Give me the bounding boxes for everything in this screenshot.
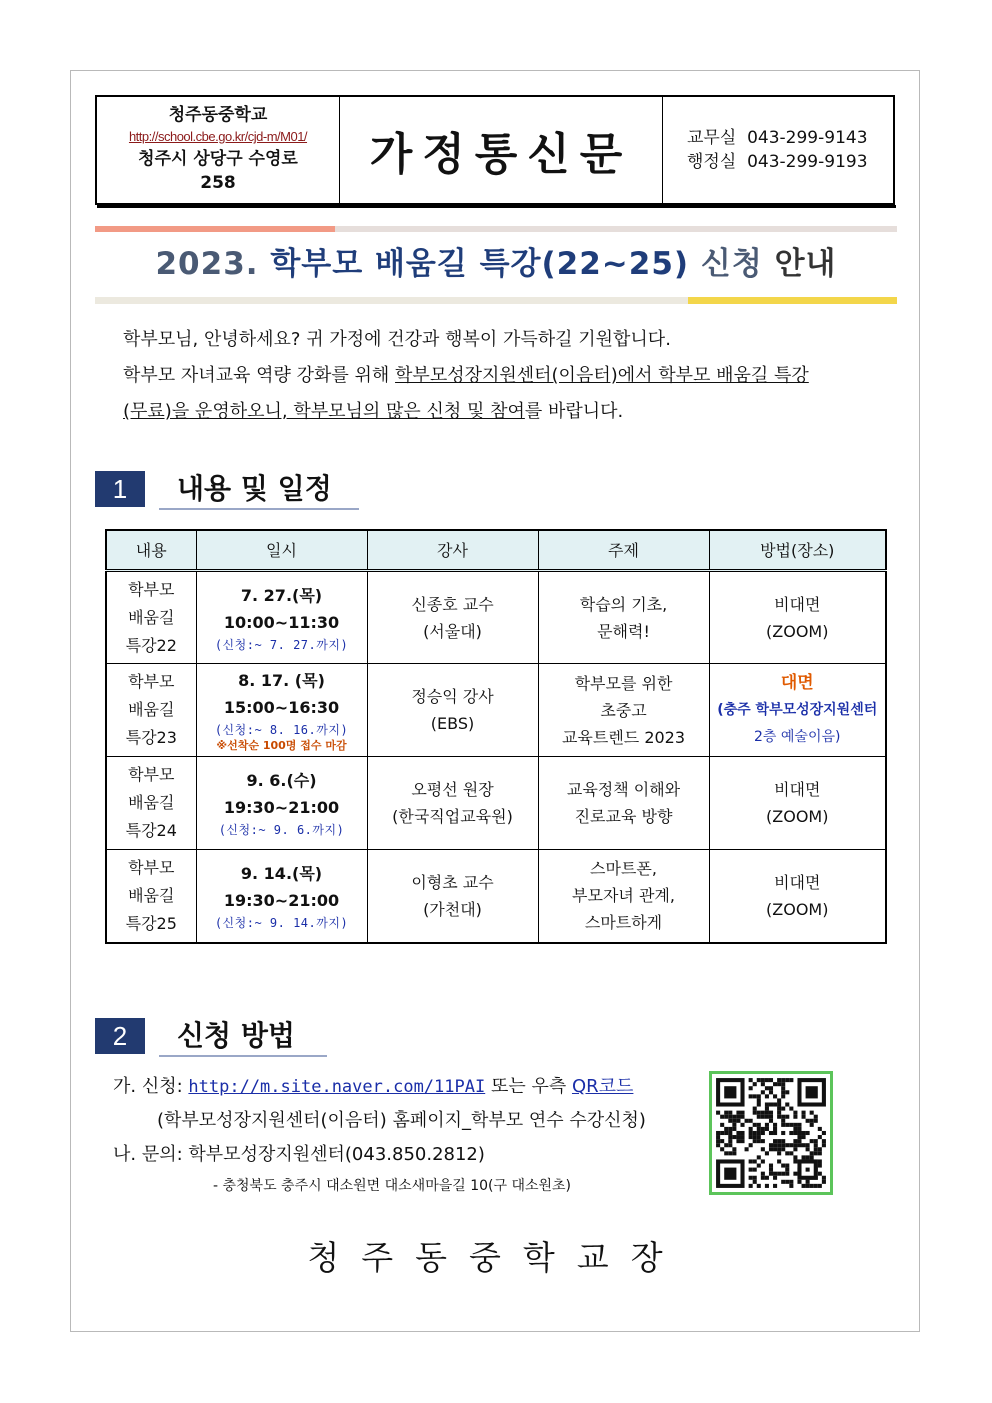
cell-text: 배움길 — [128, 793, 175, 812]
table-row — [106, 664, 886, 757]
title-bar-bottom-accent — [688, 297, 897, 304]
cell-text: (EBS) — [430, 714, 475, 733]
cell-text: 교육트렌드 2023 — [561, 727, 686, 747]
cell-text: 학부모 — [128, 579, 175, 599]
cell-topic — [538, 664, 709, 757]
lecture-date: 8. 17. (목) — [238, 671, 325, 690]
intro-underlined-text: (무료)을 운영하오니, 학부모님의 많은 신청 및 참여 — [123, 401, 525, 422]
cell-text: 비대면 — [774, 872, 821, 892]
section-underline — [159, 508, 359, 510]
school-address-line1: 청주시 상당구 수영로 — [138, 149, 298, 169]
cell-text: 학부모를 위한 — [574, 673, 673, 693]
title-main: 학부모 배움길 특강(22~25) — [270, 246, 690, 282]
cell-text: 학부모 — [128, 765, 175, 784]
school-info — [97, 97, 340, 203]
cell-text: 비대면 — [774, 594, 821, 614]
apply-deadline: (신청:~ 7. 27.까지) — [214, 637, 349, 652]
cell-text: 비대면 — [774, 780, 821, 799]
document-title — [95, 238, 897, 294]
lecture-time: 19:30~21:00 — [223, 798, 340, 817]
intro-underlined-text: 학부모성장지원센터(이음터)에서 학부모 배움길 특강 — [395, 365, 809, 386]
title-bar-bottom — [95, 297, 688, 304]
title-year: 2023. — [155, 246, 259, 282]
cell-lecturer — [367, 664, 538, 757]
cell-text: 스마트하게 — [584, 913, 663, 933]
letterhead — [95, 95, 895, 205]
intro-text: 학부모 자녀교육 역량 강화를 위해 — [123, 365, 396, 386]
cell-topic — [538, 850, 709, 943]
method-in-person: 대면 — [780, 672, 814, 693]
inquiry-line — [113, 1138, 703, 1172]
cell-lecturer — [367, 850, 538, 943]
qr-code-link[interactable]: QR코드 — [571, 1076, 634, 1097]
lecture-time: 10:00~11:30 — [223, 612, 340, 632]
qr-code-icon — [712, 1074, 830, 1192]
table-row — [106, 571, 886, 664]
cell-text: 배움길 — [128, 700, 175, 719]
intro-text: 를 바랍니다. — [524, 401, 624, 422]
section-header-application — [95, 1018, 330, 1058]
apply-note: (학부모성장지원센터(이음터) 홈페이지_학부모 연수 수강신청) — [157, 1110, 646, 1131]
table-row — [106, 757, 886, 850]
letterhead-shadow — [97, 205, 896, 208]
method-location: 2층 예술이음) — [754, 728, 841, 745]
contact-phone: 043-299-9193 — [747, 152, 868, 172]
cell-lecturer — [367, 571, 538, 664]
cell-text: 부모자녀 관계, — [572, 886, 675, 906]
principal-signature: 청주동중학교장 — [307, 1238, 685, 1277]
cell-text: 이형초 교수 — [411, 872, 494, 892]
center-address: - 충청북도 충주시 대소원면 대소새마을길 10(구 대소원초) — [213, 1178, 572, 1194]
cell-method — [709, 571, 886, 664]
schedule-table — [105, 529, 887, 944]
cell-text: (ZOOM) — [766, 807, 829, 826]
cell-topic — [538, 757, 709, 850]
apply-text: 또는 우측 — [490, 1076, 567, 1097]
cell-text: 특강22 — [125, 635, 177, 655]
contact-label: 교무실 — [687, 128, 737, 148]
column-header: 내용 — [106, 530, 196, 571]
cell-text: 초중고 — [600, 700, 647, 720]
application-info — [113, 1070, 703, 1200]
contact-row — [687, 150, 893, 174]
title-bar-top — [335, 226, 897, 232]
school-url-link[interactable]: http://school.cbe.go.kr/cjd-m/M01/ — [128, 129, 308, 144]
cell-text: 특강25 — [125, 913, 177, 933]
column-header: 일시 — [196, 530, 367, 571]
contact-row — [687, 126, 893, 150]
cell-lecturer — [367, 757, 538, 850]
cell-text: 신종호 교수 — [411, 594, 494, 614]
table-row — [106, 850, 886, 943]
cell-text: (가천대) — [423, 899, 482, 919]
first-come-note: ※선착순 100명 접수 마감 — [216, 739, 347, 752]
cell-text: 학습의 기초, — [579, 594, 668, 614]
contact-label: 행정실 — [687, 152, 737, 172]
lecture-date: 9. 14.(목) — [240, 863, 323, 883]
title-apply: 신청 — [700, 246, 763, 282]
title-end: 안내 — [774, 246, 837, 282]
cell-text: 학부모 — [128, 672, 175, 691]
section-title: 내용 및 일정 — [177, 472, 332, 505]
method-location: (충주 학부모성장지원센터 — [717, 701, 878, 718]
cell-content — [106, 850, 196, 943]
section-header-schedule — [95, 471, 360, 511]
apply-label: 가. 신청: — [113, 1076, 183, 1097]
table-header-row — [106, 530, 886, 571]
contact-info — [663, 97, 893, 203]
inquiry-text: 학부모성장지원센터(043.850.2812) — [188, 1144, 485, 1165]
cell-text: 학부모 — [128, 857, 175, 877]
apply-deadline: (신청:~ 9. 6.까지) — [218, 823, 345, 837]
cell-text: 특강23 — [125, 728, 177, 747]
inquiry-label: 나. 문의: — [113, 1144, 183, 1165]
section-number: 2 — [95, 1018, 145, 1054]
contact-phone: 043-299-9143 — [747, 128, 868, 148]
cell-text: 오평선 원장 — [411, 780, 494, 799]
qr-code-image[interactable] — [709, 1071, 833, 1195]
column-header: 방법(장소) — [709, 530, 886, 571]
apply-link[interactable]: http://m.site.naver.com/11PAI — [188, 1077, 486, 1097]
cell-text: 진로교육 방향 — [574, 807, 673, 826]
column-header: 주제 — [538, 530, 709, 571]
cell-text: (서울대) — [423, 621, 482, 641]
cell-method — [709, 664, 886, 757]
cell-datetime — [196, 664, 367, 757]
cell-datetime — [196, 571, 367, 664]
cell-content — [106, 664, 196, 757]
cell-text: 스마트폰, — [590, 859, 657, 879]
section-underline — [159, 1055, 327, 1057]
intro-line — [123, 394, 893, 430]
intro-paragraph — [123, 322, 893, 430]
intro-line — [123, 358, 893, 394]
apply-deadline: (신청:~ 9. 14.까지) — [214, 915, 349, 930]
cell-text: 문해력! — [597, 621, 650, 641]
cell-text: 특강24 — [125, 821, 177, 840]
cell-text: 교육정책 이해와 — [566, 780, 681, 799]
cell-text: 정승익 강사 — [411, 687, 494, 706]
cell-content — [106, 757, 196, 850]
intro-line: 학부모님, 안녕하세요? 귀 가정에 건강과 행복이 가득하길 기원합니다. — [123, 329, 671, 350]
cell-datetime — [196, 757, 367, 850]
cell-text: (ZOOM) — [766, 621, 829, 641]
school-name: 청주동중학교 — [168, 105, 268, 125]
section-title: 신청 방법 — [177, 1019, 295, 1052]
cell-text: 배움길 — [128, 885, 175, 905]
lecture-date: 9. 6.(수) — [246, 771, 317, 790]
cell-text: (ZOOM) — [766, 899, 829, 919]
cell-topic — [538, 571, 709, 664]
title-bar-top-accent — [95, 226, 335, 232]
cell-datetime — [196, 850, 367, 943]
cell-method — [709, 757, 886, 850]
apply-deadline: (신청:~ 8. 16.까지) — [214, 723, 349, 737]
cell-text: 배움길 — [128, 607, 175, 627]
cell-text: (한국직업교육원) — [392, 807, 513, 826]
section-number: 1 — [95, 471, 145, 507]
lecture-time: 19:30~21:00 — [223, 890, 340, 910]
cell-method — [709, 850, 886, 943]
column-header: 강사 — [367, 530, 538, 571]
lecture-date: 7. 27.(목) — [240, 585, 323, 605]
lecture-time: 15:00~16:30 — [223, 698, 340, 717]
cell-content — [106, 571, 196, 664]
application-line — [113, 1070, 703, 1104]
newsletter-title: 가정통신문 — [340, 97, 663, 203]
school-address-line2: 258 — [200, 173, 236, 193]
